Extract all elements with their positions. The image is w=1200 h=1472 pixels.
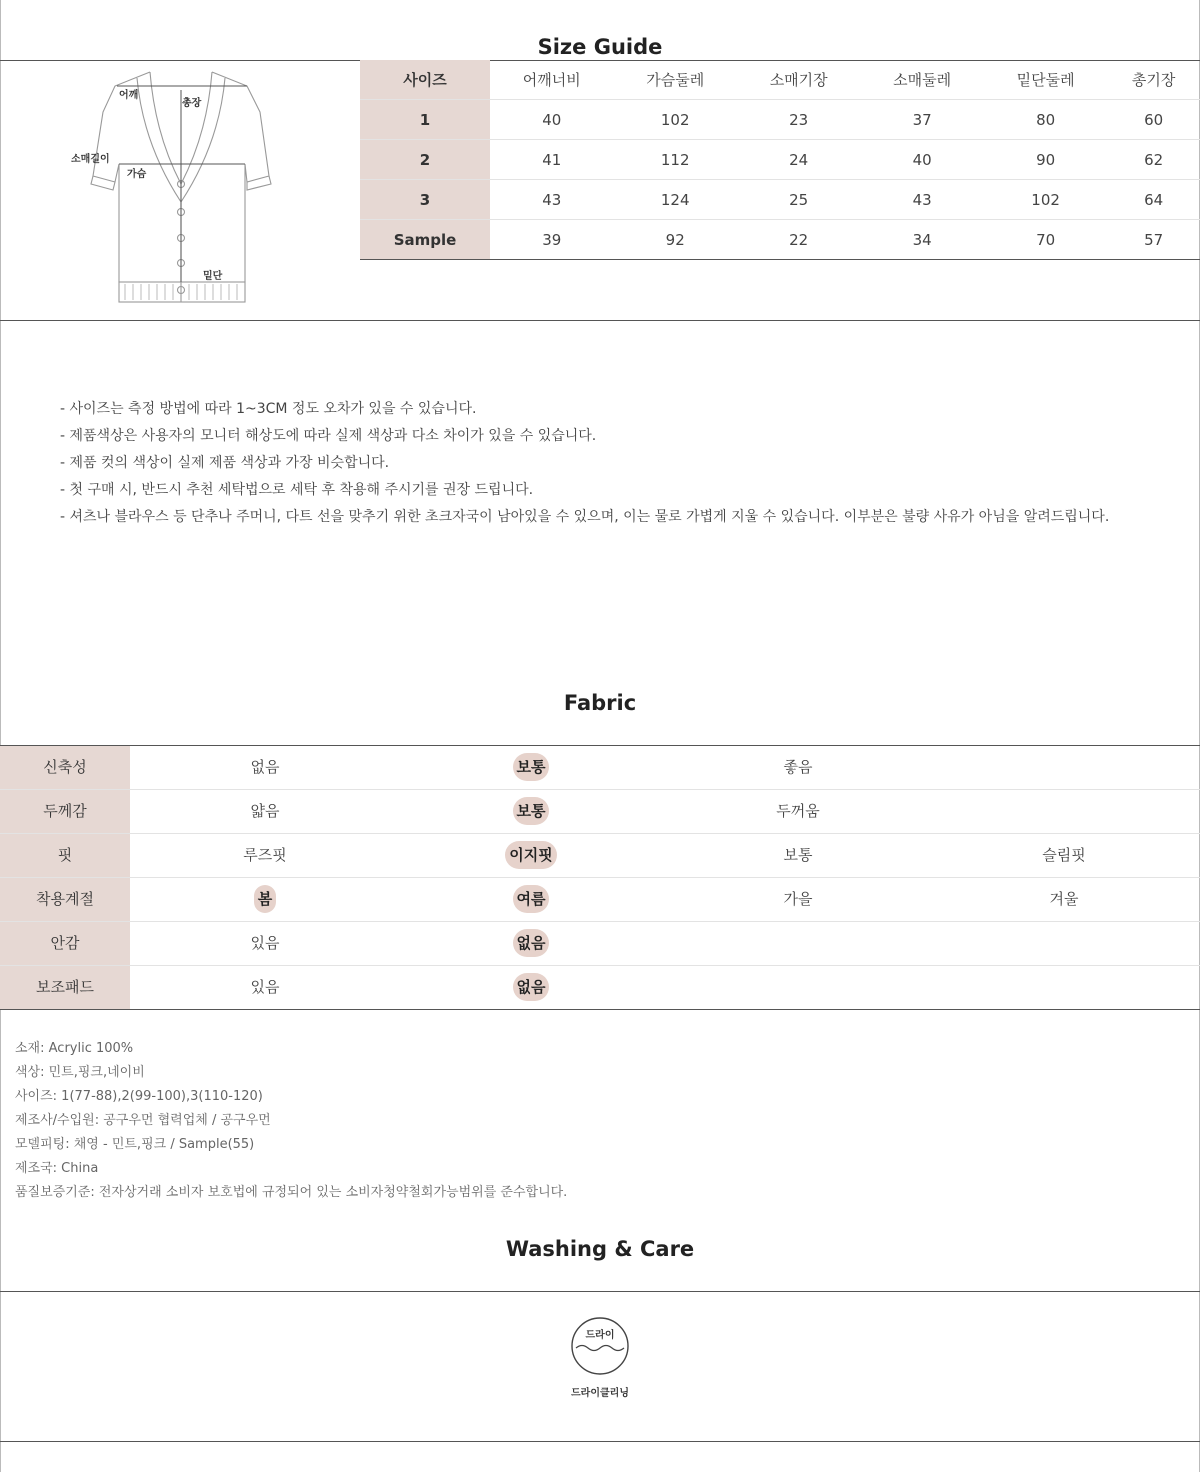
figure-label-shoulder: 어깨	[119, 90, 139, 101]
fabric-option-label: 여름	[513, 885, 550, 913]
table-cell: 43	[860, 180, 983, 220]
note-item: - 셔츠나 블라우스 등 단추나 주머니, 다트 선을 맞추기 위한 초크자국이 남아있을 수 있으며, 이는 물로 가볍게 지울 수 있습니다. 이부분은 불량 사유가 아님을 알려드립니다.	[60, 509, 1110, 525]
fabric-row	[0, 746, 1200, 790]
table-cell: 80	[984, 100, 1107, 140]
fabric-option	[665, 834, 931, 877]
size-label: 1	[360, 100, 490, 140]
fabric-option-label: 얇음	[250, 802, 280, 820]
fabric-option	[665, 746, 931, 789]
size-label: 2	[360, 140, 490, 180]
table-cell: 34	[860, 220, 983, 260]
fabric-option-label: 없음	[513, 929, 550, 957]
notes-list	[60, 396, 1109, 531]
cardigan-diagram	[55, 64, 315, 314]
fabric-title: Fabric	[563, 691, 637, 715]
table-cell: 102	[984, 180, 1107, 220]
size-table-header-cell: 밑단둘레	[984, 60, 1107, 100]
fabric-option-label: 루즈핏	[243, 846, 287, 864]
product-info	[15, 1037, 567, 1205]
size-table	[360, 60, 1200, 260]
fabric-option-label: 가을	[783, 890, 813, 908]
fabric-option	[132, 746, 398, 789]
table-cell: 37	[860, 100, 983, 140]
fabric-row-label: 신축성	[0, 746, 130, 789]
size-label: 3	[360, 180, 490, 220]
fabric-row-label: 핏	[0, 834, 130, 877]
dry-clean-care-item	[560, 1316, 640, 1399]
fabric-row	[0, 790, 1200, 834]
fabric-row-label: 두께감	[0, 790, 130, 833]
fabric-option	[931, 878, 1197, 921]
table-cell: 64	[1107, 180, 1200, 220]
fabric-option	[132, 790, 398, 833]
figure-label-total-length: 총장	[182, 98, 202, 109]
figure-label-sleeve-length: 소매길이	[71, 154, 110, 165]
fabric-row	[0, 834, 1200, 878]
table-cell: 22	[737, 220, 860, 260]
fabric-option-label: 두꺼움	[776, 802, 820, 820]
info-origin: 제조국: China	[15, 1161, 99, 1176]
fabric-row	[0, 878, 1200, 922]
table-cell: 70	[984, 220, 1107, 260]
table-cell: 92	[613, 220, 736, 260]
fabric-option	[132, 966, 398, 1009]
fabric-option	[132, 922, 398, 965]
fabric-option-label: 있음	[250, 934, 280, 952]
table-cell: 25	[737, 180, 860, 220]
fabric-option-selected	[398, 790, 664, 833]
bottom-divider	[0, 1441, 1200, 1442]
fabric-option	[665, 878, 931, 921]
size-table-header-cell: 사이즈	[360, 60, 490, 100]
fabric-option-label: 없음	[513, 973, 550, 1001]
table-cell: 60	[1107, 100, 1200, 140]
info-material: 소재: Acrylic 100%	[15, 1041, 134, 1056]
table-row	[360, 220, 1200, 260]
fabric-option	[931, 834, 1197, 877]
fabric-option-label: 봄	[254, 885, 277, 913]
info-model-fitting: 모델피팅: 채영 - 민트,핑크 / Sample(55)	[15, 1137, 255, 1152]
note-item: - 제품색상은 사용자의 모니터 해상도에 따라 실제 색상과 다소 차이가 있을 수 있습니다.	[60, 428, 597, 444]
fabric-option-label: 슬림핏	[1042, 846, 1086, 864]
fabric-option-label: 보통	[513, 797, 550, 825]
note-item: - 첫 구매 시, 반드시 추천 세탁법으로 세탁 후 착용해 주시기를 권장 드립니다.	[60, 482, 534, 498]
info-quality-standard: 품질보증기준: 전자상거래 소비자 보호법에 규정되어 있는 소비자청약철회가능범위를 준수합니다.	[15, 1185, 568, 1200]
figure-label-chest: 가슴	[127, 169, 147, 180]
fabric-row-label: 착용계절	[0, 878, 130, 921]
info-size: 사이즈: 1(77-88),2(99-100),3(110-120)	[15, 1089, 263, 1104]
fabric-option-selected	[398, 878, 664, 921]
table-cell: 40	[860, 140, 983, 180]
table-row	[360, 140, 1200, 180]
note-item: - 제품 컷의 색상이 실제 제품 색상과 가장 비슷합니다.	[60, 455, 390, 471]
washing-top-divider	[0, 1291, 1200, 1292]
table-row	[360, 100, 1200, 140]
table-cell: 112	[613, 140, 736, 180]
size-guide-bottom-divider	[0, 320, 1200, 321]
size-table-header-cell: 어깨너비	[490, 60, 613, 100]
fabric-row	[0, 966, 1200, 1010]
table-cell: 102	[613, 100, 736, 140]
table-cell: 40	[490, 100, 613, 140]
size-table-header-cell: 소매기장	[737, 60, 860, 100]
fabric-option-label: 있음	[250, 978, 280, 996]
fabric-option-selected	[398, 834, 664, 877]
size-table-header-cell: 가슴둘레	[613, 60, 736, 100]
table-cell: 24	[737, 140, 860, 180]
dry-clean-icon-text: 드라이	[585, 1330, 615, 1341]
fabric-option-selected	[132, 878, 398, 921]
size-guide-title: Size Guide	[537, 35, 663, 59]
table-cell: 62	[1107, 140, 1200, 180]
fabric-option-label: 이지핏	[505, 841, 556, 869]
table-cell: 43	[490, 180, 613, 220]
size-table-header-cell: 총기장	[1107, 60, 1200, 100]
fabric-row-label: 안감	[0, 922, 130, 965]
fabric-row-label: 보조패드	[0, 966, 130, 1009]
figure-label-hem: 밑단	[203, 271, 223, 282]
size-label: Sample	[360, 220, 490, 260]
dry-clean-label: 드라이클리닝	[571, 1388, 629, 1399]
fabric-option-label: 좋음	[783, 758, 813, 776]
fabric-option-label: 보통	[783, 846, 813, 864]
dry-clean-icon	[570, 1316, 630, 1376]
table-cell: 23	[737, 100, 860, 140]
fabric-option	[665, 790, 931, 833]
fabric-option-selected	[398, 966, 664, 1009]
size-table-header-cell: 소매둘레	[860, 60, 983, 100]
size-table-header	[360, 60, 1200, 100]
washing-title: Washing & Care	[505, 1237, 695, 1261]
info-manufacturer: 제조사/수입원: 공구우먼 협력업체 / 공구우먼	[15, 1113, 271, 1128]
fabric-table	[0, 746, 1200, 1010]
table-cell: 39	[490, 220, 613, 260]
table-cell: 41	[490, 140, 613, 180]
fabric-option-label: 겨울	[1049, 890, 1079, 908]
table-cell: 124	[613, 180, 736, 220]
table-cell: 57	[1107, 220, 1200, 260]
table-cell: 90	[984, 140, 1107, 180]
fabric-option-selected	[398, 922, 664, 965]
info-color: 색상: 민트,핑크,네이비	[15, 1065, 145, 1080]
fabric-option-selected	[398, 746, 664, 789]
note-item: - 사이즈는 측정 방법에 따라 1~3CM 정도 오차가 있을 수 있습니다.	[60, 401, 477, 417]
table-row	[360, 180, 1200, 220]
fabric-option-label: 없음	[250, 758, 280, 776]
fabric-row	[0, 922, 1200, 966]
fabric-option-label: 보통	[513, 753, 550, 781]
fabric-option	[132, 834, 398, 877]
